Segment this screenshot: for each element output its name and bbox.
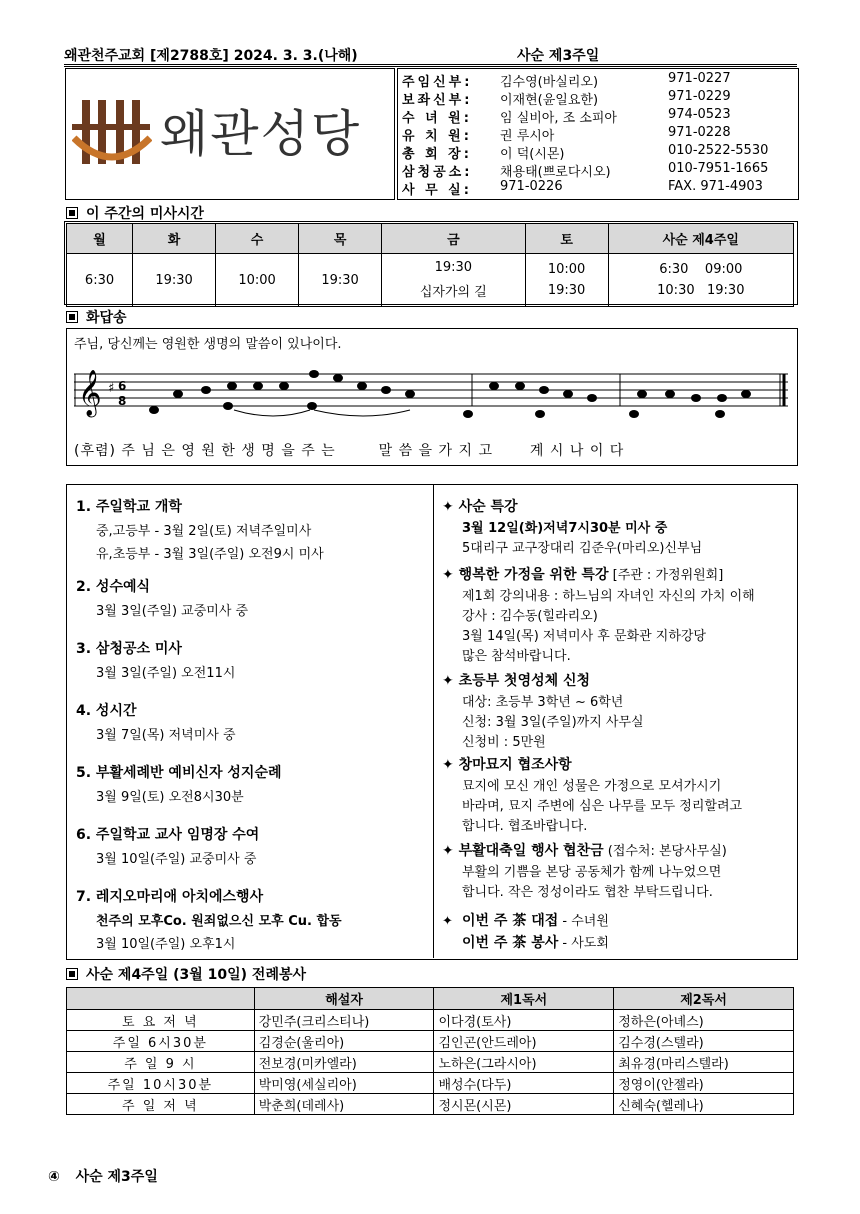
service-person: 배성수(다두)	[434, 1073, 614, 1094]
staff-phone: 971-0229	[668, 89, 731, 104]
service-person: 김경순(울리아)	[254, 1031, 434, 1052]
mass-time-cell	[133, 254, 216, 307]
notice-item-title-text: 창마묘지 협조사항	[458, 757, 572, 773]
mass-time: 19:30	[434, 260, 473, 275]
mass-time-cell	[67, 254, 133, 307]
notice-item-line: 합니다. 협조바랍니다.	[462, 819, 588, 834]
mass-time: 19:30	[155, 272, 193, 288]
notice-item	[76, 638, 235, 681]
notice-item-title	[442, 840, 727, 860]
svg-text:♯: ♯	[108, 381, 115, 396]
notice-item	[76, 824, 259, 867]
mass-time: 19:30	[321, 272, 359, 288]
notice-item	[76, 496, 324, 562]
notice-item	[76, 576, 248, 619]
service-person: 전보경(미카엘라)	[254, 1052, 434, 1073]
mass-day-header: 월	[67, 224, 133, 254]
service-person: 정영이(안젤라)	[614, 1073, 794, 1094]
notice-item-line: 천주의 모후Co. 원죄없으신 모후 Cu. 합동	[96, 914, 342, 929]
notice-item-line: 강사 : 김수동(힐라리오)	[462, 609, 598, 624]
tea-service-block	[442, 908, 609, 952]
notice-item	[76, 700, 236, 743]
mass-section-header	[66, 203, 204, 223]
star-bullet-icon: ✦	[442, 757, 454, 773]
service-person: 정하은(아녜스)	[614, 1010, 794, 1031]
service-mass-label: 주 일 9 시	[67, 1052, 255, 1073]
mass-day-header: 사순 제4주일	[608, 224, 793, 254]
service-row	[67, 1073, 794, 1094]
mass-time: 19:30	[547, 283, 586, 298]
service-person: 최유경(마리스텔라)	[614, 1052, 794, 1073]
psalm-music-score	[74, 360, 790, 438]
notice-item-title: 5. 부활세례반 예비신자 성지순례	[76, 765, 282, 781]
staff-name: 채용태(쁘로다시오)	[500, 165, 611, 180]
bulletin-issue-info: 왜관천주교회 [제2788호] 2024. 3. 3.(나해)	[64, 48, 358, 64]
mass-day-header: 목	[299, 224, 382, 254]
notice-item-title-text: 부활대축일 행사 협찬금	[458, 843, 604, 859]
notice-item-title-text: 초등부 첫영성체 신청	[458, 673, 591, 689]
staff-name: 임 실비아, 조 소피아	[500, 111, 617, 126]
staff-phone: 971-0227	[668, 71, 731, 86]
notice-item-title	[442, 754, 742, 774]
mass-time-cell	[525, 254, 608, 307]
mass-day-header: 금	[382, 224, 525, 254]
staff-role: 주임신부:	[402, 75, 473, 90]
staff-row	[402, 125, 794, 143]
staff-phone: 974-0523	[668, 107, 731, 122]
notice-item-title: 7. 레지오마리애 아치에스행사	[76, 889, 264, 905]
service-mass-label: 토 요 저 녁	[67, 1010, 255, 1031]
staff-phone: 010-7951-1665	[668, 161, 769, 176]
notice-item-title-text: 행복한 가정을 위한 특강	[458, 567, 609, 583]
notice-item-line: 신청비 : 5만원	[462, 735, 546, 750]
service-person: 김인곤(안드레아)	[434, 1031, 614, 1052]
tea-service-label: 이번 주 茶 대접	[462, 913, 559, 929]
psalm-lyric-part3: 계 시 나 이 다	[529, 443, 625, 459]
service-person: 강민주(크리스티나)	[254, 1010, 434, 1031]
footer-text: 사순 제3주일	[75, 1169, 158, 1185]
church-name-logo: 왜관성당	[160, 105, 362, 163]
service-row	[67, 1052, 794, 1073]
notice-item-line: 3월 10일(주일) 교중미사 중	[96, 852, 257, 867]
mass-time: 6:30 09:00	[659, 262, 743, 277]
notice-item-line: 3월 9일(토) 오전8시30분	[96, 790, 244, 805]
service-column-header	[67, 988, 255, 1010]
staff-row	[402, 71, 794, 89]
notice-item-line: 3월 12일(화)저녁7시30분 미사 중	[462, 521, 668, 536]
notice-item	[442, 840, 727, 900]
notice-item-title: 6. 주일학교 교사 임명장 수여	[76, 827, 260, 843]
square-bullet-icon	[66, 311, 78, 323]
notice-item-title: 1. 주일학교 개학	[76, 499, 182, 515]
service-mass-label: 주 일 저 녁	[67, 1094, 255, 1115]
svg-text:6: 6	[118, 379, 127, 393]
notice-item	[76, 886, 342, 952]
notice-item-line: 5대리구 교구장대리 김준우(마리오)신부님	[462, 541, 703, 556]
svg-text:8: 8	[118, 394, 127, 408]
notice-item	[442, 564, 755, 664]
staff-name: 이재현(윤일요한)	[500, 93, 599, 108]
staff-row	[402, 89, 794, 107]
service-column-header: 제2독서	[614, 988, 794, 1010]
mass-time: 10:00	[547, 262, 586, 277]
service-mass-label: 주일 6시30분	[67, 1031, 255, 1052]
notice-item	[76, 762, 282, 805]
staff-role: 수 녀 원:	[402, 111, 472, 126]
star-bullet-icon: ✦	[442, 499, 454, 515]
psalm-lyric-part1: (후렴) 주 님 은 영 원 한 생 명 을 주 는	[74, 443, 336, 459]
mass-time: 10:30 19:30	[657, 283, 745, 298]
notice-item-title	[442, 670, 644, 690]
service-section-title: 사순 제4주일 (3월 10일) 전례봉사	[86, 967, 307, 983]
psalm-lyric-part2: 말 씀 을 가 지 고	[378, 443, 493, 459]
notice-item-title-text: 사순 특강	[458, 499, 518, 515]
service-person: 김수경(스텔라)	[614, 1031, 794, 1052]
service-section-header	[66, 964, 306, 984]
staff-row	[402, 143, 794, 161]
staff-name: 김수영(바실리오)	[500, 75, 599, 90]
notice-item	[442, 496, 702, 556]
psalm-section-header	[66, 307, 127, 327]
treble-clef-icon: 𝄞	[78, 370, 102, 416]
notice-item-line: 제1회 강의내용 : 하느님의 자녀인 자신의 가치 이해	[462, 589, 755, 604]
staff-role: 사 무 실:	[402, 183, 472, 198]
notice-item-line: 유,초등부 - 3월 3일(주일) 오전9시 미사	[96, 547, 324, 562]
notice-item-line: 3월 7일(목) 저녁미사 중	[96, 728, 236, 743]
staff-phone: FAX. 971-4903	[668, 179, 763, 194]
staff-role: 삼청공소:	[402, 165, 473, 180]
mass-time: 10:00	[238, 272, 276, 288]
notice-item	[442, 754, 742, 834]
staff-name: 권 루시아	[500, 129, 555, 144]
notice-item-line: 묘지에 모신 개인 성물은 가정으로 모셔가시기	[462, 779, 722, 794]
mass-time-cell	[216, 254, 299, 307]
notice-item-line: 3월 3일(주일) 오전11시	[96, 666, 236, 681]
page-number: ④	[48, 1169, 60, 1185]
notice-item-title: 3. 삼청공소 미사	[76, 641, 182, 657]
staff-phone: 010-2522-5530	[668, 143, 769, 158]
header-rule-double	[64, 66, 797, 67]
notice-item-line: 3월 3일(주일) 교중미사 중	[96, 604, 249, 619]
square-bullet-icon	[66, 968, 78, 980]
staff-row	[402, 161, 794, 179]
service-person: 정시몬(시몬)	[434, 1094, 614, 1115]
service-person: 이다경(토사)	[434, 1010, 614, 1031]
psalm-lyric-line	[74, 440, 624, 460]
liturgy-service-table	[66, 987, 794, 1115]
service-person: 박춘희(데레사)	[254, 1094, 434, 1115]
notice-item-title	[442, 564, 755, 584]
mass-time: 십자가의 길	[419, 285, 487, 300]
notice-item-line: 중,고등부 - 3월 2일(토) 저녁주일미사	[96, 524, 312, 539]
notice-item	[442, 670, 644, 750]
mass-time: 6:30	[84, 272, 115, 288]
star-bullet-icon: ✦	[442, 914, 453, 929]
tea-service-label: 이번 주 茶 봉사	[462, 935, 559, 951]
notice-item-line: 많은 참석바랍니다.	[462, 649, 571, 664]
star-bullet-icon: ✦	[442, 843, 454, 859]
service-row	[67, 1031, 794, 1052]
staff-role: 총 회 장:	[402, 147, 472, 162]
liturgical-sunday: 사순 제3주일	[517, 48, 600, 64]
staff-name: 이 덕(시몬)	[500, 147, 565, 162]
star-bullet-icon: ✦	[442, 673, 454, 689]
mass-times-table	[66, 223, 794, 307]
square-bullet-icon	[66, 207, 78, 219]
mass-day-header: 수	[216, 224, 299, 254]
notice-item-title	[442, 496, 702, 516]
notice-item-line: 바라며, 묘지 주변에 심은 나무를 모두 정리할려고	[462, 799, 743, 814]
header-rule	[64, 64, 797, 65]
service-column-header: 제1독서	[434, 988, 614, 1010]
staff-row	[402, 179, 794, 197]
mass-time-cell	[299, 254, 382, 307]
mass-time-cell	[382, 254, 525, 307]
page-footer	[48, 1166, 158, 1186]
notices-divider	[433, 484, 434, 958]
psalm-section-title: 화답송	[86, 310, 127, 326]
service-column-header: 해설자	[254, 988, 434, 1010]
church-logo-icon	[72, 98, 152, 172]
star-bullet-icon: ✦	[442, 567, 454, 583]
notice-item-line: 신청: 3월 3일(주일)까지 사무실	[462, 715, 644, 730]
notice-item-title: 4. 성시간	[76, 703, 137, 719]
notice-item-title: 2. 성수예식	[76, 579, 151, 595]
notice-item-line: 부활의 기쁨을 본당 공동체가 함께 나누었으면	[462, 865, 722, 880]
mass-section-title: 이 주간의 미사시간	[86, 206, 204, 222]
service-row	[67, 1010, 794, 1031]
staff-phone: 971-0228	[668, 125, 731, 140]
tea-service-line	[442, 932, 609, 952]
staff-role: 보좌신부:	[402, 93, 473, 108]
notice-item-line: 대상: 초등부 3학년 ~ 6학년	[462, 695, 624, 710]
tea-service-group: - 수녀원	[558, 914, 609, 929]
mass-time-cell	[608, 254, 793, 307]
service-person: 박미영(세실리아)	[254, 1073, 434, 1094]
tea-service-group: - 사도회	[558, 936, 609, 951]
service-person: 노하은(그라시아)	[434, 1052, 614, 1073]
mass-day-header: 토	[525, 224, 608, 254]
notice-item-line: 3월 14일(목) 저녁미사 후 문화관 지하강당	[462, 629, 706, 644]
notice-item-line: 3월 10일(주일) 오후1시	[96, 937, 236, 952]
staff-directory	[397, 68, 799, 200]
tea-service-line	[442, 910, 609, 930]
staff-name: 971-0226	[500, 179, 563, 194]
staff-row	[402, 107, 794, 125]
service-row	[67, 1094, 794, 1115]
notice-item-line: 합니다. 작은 정성이라도 협찬 부탁드립니다.	[462, 885, 713, 900]
notice-item-suffix: [주관 : 가정위원회]	[608, 568, 724, 583]
psalm-response-text: 주님, 당신께는 영원한 생명의 말씀이 있나이다.	[74, 337, 342, 352]
notice-item-suffix: (접수처: 본당사무실)	[603, 844, 727, 859]
service-mass-label: 주일 10시30분	[67, 1073, 255, 1094]
service-person: 신혜숙(헬레나)	[614, 1094, 794, 1115]
mass-day-header: 화	[133, 224, 216, 254]
staff-role: 유 치 원:	[402, 129, 472, 144]
